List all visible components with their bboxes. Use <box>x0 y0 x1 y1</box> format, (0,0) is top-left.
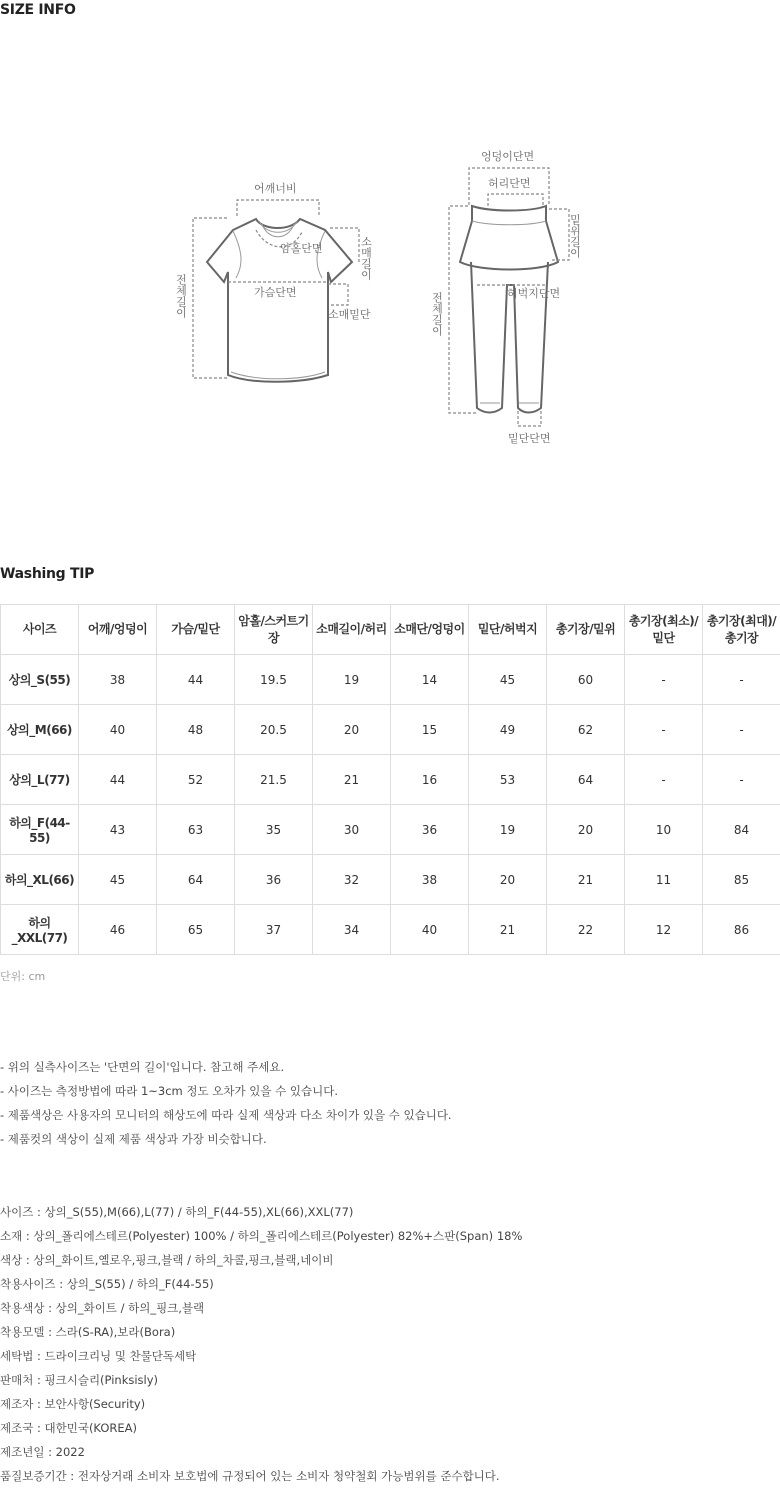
measurement-notes <box>0 1055 452 1151</box>
table-cell: 20 <box>547 805 625 855</box>
table-cell: - <box>703 705 780 755</box>
info-line: 착용색상 : 상의_화이트 / 하의_핑크,블랙 <box>0 1296 522 1320</box>
info-line: 품질보증기간 : 전자상거래 소비자 보호법에 규정되어 있는 소비자 청약철회 가능범위를 준수합니다. <box>0 1464 522 1488</box>
table-cell: 19 <box>313 655 391 705</box>
header-cuff-hip: 소매단/엉덩이 <box>391 605 469 655</box>
info-line: 판매처 : 핑크시슬리(Pinksisly) <box>0 1368 522 1392</box>
table-cell: 65 <box>157 905 235 955</box>
info-line: 제조년일 : 2022 <box>0 1440 522 1464</box>
table-cell: - <box>625 655 703 705</box>
note-line: - 위의 실측사이즈는 '단면의 길이'입니다. 참고해 주세요. <box>0 1055 452 1079</box>
size-diagram <box>0 140 780 460</box>
info-line: 착용사이즈 : 상의_S(55) / 하의_F(44-55) <box>0 1272 522 1296</box>
table-cell: 44 <box>79 755 157 805</box>
table-cell: 40 <box>391 905 469 955</box>
table-cell: 52 <box>157 755 235 805</box>
table-row <box>1 705 780 755</box>
table-cell: 21 <box>469 905 547 955</box>
table-cell: - <box>703 755 780 805</box>
table-cell: 60 <box>547 655 625 705</box>
sleeve-length-label: 소매길이 <box>360 236 373 281</box>
table-cell: 32 <box>313 855 391 905</box>
table-cell: 36 <box>235 855 313 905</box>
table-cell: 44 <box>157 655 235 705</box>
table-cell: 상의_M(66) <box>1 705 79 755</box>
table-cell: 16 <box>391 755 469 805</box>
size-table <box>0 604 780 955</box>
header-armhole-skirt: 암홀/스커트기장 <box>235 605 313 655</box>
product-info <box>0 1200 522 1488</box>
table-cell: 48 <box>157 705 235 755</box>
info-line: 소재 : 상의_폴리에스테르(Polyester) 100% / 하의_폴리에스테르(Polyester) 82%+스판(Span) 18% <box>0 1224 522 1248</box>
table-cell: 19 <box>469 805 547 855</box>
table-row <box>1 655 780 705</box>
header-shoulder-hip: 어깨/엉덩이 <box>79 605 157 655</box>
table-cell: 62 <box>547 705 625 755</box>
table-cell: 하의_XXL(77) <box>1 905 79 955</box>
shoulder-width-label: 어깨너비 <box>254 181 297 195</box>
table-cell: 43 <box>79 805 157 855</box>
header-sleeve-waist: 소매길이/허리 <box>313 605 391 655</box>
table-cell: 64 <box>157 855 235 905</box>
header-length-min-hem: 총기장(최소)/밑단 <box>625 605 703 655</box>
table-cell: 84 <box>703 805 780 855</box>
table-cell: 38 <box>391 855 469 905</box>
table-cell: 86 <box>703 905 780 955</box>
table-row <box>1 805 780 855</box>
info-line: 색상 : 상의_화이트,옐로우,핑크,블랙 / 하의_차콜,핑크,블랙,네이비 <box>0 1248 522 1272</box>
table-cell: - <box>625 755 703 805</box>
info-line: 착용모델 : 스라(S-RA),보라(Bora) <box>0 1320 522 1344</box>
table-cell: 37 <box>235 905 313 955</box>
washing-tip-title: Washing TIP <box>0 566 94 582</box>
info-line: 제조자 : 보안사항(Security) <box>0 1392 522 1416</box>
table-cell: 하의_F(44-55) <box>1 805 79 855</box>
table-cell: 20 <box>469 855 547 905</box>
table-cell: - <box>703 655 780 705</box>
table-cell: 14 <box>391 655 469 705</box>
table-cell: 11 <box>625 855 703 905</box>
table-cell: 상의_L(77) <box>1 755 79 805</box>
table-row <box>1 755 780 805</box>
bottom-total-length-label: 전체길이 <box>431 291 444 337</box>
table-cell: 21.5 <box>235 755 313 805</box>
waist-label: 허리단면 <box>488 176 531 190</box>
header-chest-hem: 가슴/밑단 <box>157 605 235 655</box>
table-cell: 상의_S(55) <box>1 655 79 705</box>
unit-note: 단위: cm <box>0 968 45 984</box>
top-total-length-label: 전체길이 <box>175 273 188 319</box>
table-cell: 63 <box>157 805 235 855</box>
table-cell: 38 <box>79 655 157 705</box>
size-info-title: SIZE INFO <box>0 2 76 18</box>
table-cell: 36 <box>391 805 469 855</box>
note-line: - 사이즈는 측정방법에 따라 1~3cm 정도 오차가 있을 수 있습니다. <box>0 1079 452 1103</box>
table-cell: 10 <box>625 805 703 855</box>
table-cell: 64 <box>547 755 625 805</box>
table-cell: 53 <box>469 755 547 805</box>
table-cell: - <box>625 705 703 755</box>
thigh-label: 허벅지단면 <box>507 286 560 300</box>
table-cell: 45 <box>79 855 157 905</box>
chest-label: 가슴단면 <box>254 285 297 299</box>
info-line: 세탁법 : 드라이크리닝 및 찬물단독세탁 <box>0 1344 522 1368</box>
hip-label: 엉덩이단면 <box>481 149 534 163</box>
table-cell: 40 <box>79 705 157 755</box>
table-cell: 35 <box>235 805 313 855</box>
note-line: - 제품컷의 색상이 실제 제품 색상과 가장 비슷합니다. <box>0 1127 452 1151</box>
table-cell: 45 <box>469 655 547 705</box>
armhole-label: 암홀단면 <box>280 241 323 255</box>
table-cell: 21 <box>547 855 625 905</box>
rise-label: 밑위길이 <box>569 213 582 259</box>
table-cell: 30 <box>313 805 391 855</box>
table-cell: 12 <box>625 905 703 955</box>
sleeve-hem-label: 소매밑단 <box>328 307 371 321</box>
hem-label: 밑단단면 <box>508 431 551 445</box>
info-line: 제조국 : 대한민국(KOREA) <box>0 1416 522 1440</box>
bottom-garment-illustration <box>460 206 558 413</box>
table-cell: 22 <box>547 905 625 955</box>
table-cell: 21 <box>313 755 391 805</box>
note-line: - 제품색상은 사용자의 모니터의 해상도에 따라 실제 색상과 다소 차이가 있을 수 있습니다. <box>0 1103 452 1127</box>
header-hem-thigh: 밑단/허벅지 <box>469 605 547 655</box>
header-size: 사이즈 <box>1 605 79 655</box>
table-cell: 15 <box>391 705 469 755</box>
table-cell: 20.5 <box>235 705 313 755</box>
table-cell: 34 <box>313 905 391 955</box>
table-cell: 하의_XL(66) <box>1 855 79 905</box>
bottom-garment-details <box>472 221 546 403</box>
table-row <box>1 905 780 955</box>
table-cell: 46 <box>79 905 157 955</box>
table-cell: 20 <box>313 705 391 755</box>
table-row <box>1 855 780 905</box>
info-line: 사이즈 : 상의_S(55),M(66),L(77) / 하의_F(44-55),XL(66),XXL(77) <box>0 1200 522 1224</box>
table-cell: 49 <box>469 705 547 755</box>
table-cell: 85 <box>703 855 780 905</box>
table-cell: 19.5 <box>235 655 313 705</box>
table-header-row <box>1 605 780 655</box>
header-length-rise: 총기장/밑위 <box>547 605 625 655</box>
header-length-max-total: 총기장(최대)/총기장 <box>703 605 780 655</box>
